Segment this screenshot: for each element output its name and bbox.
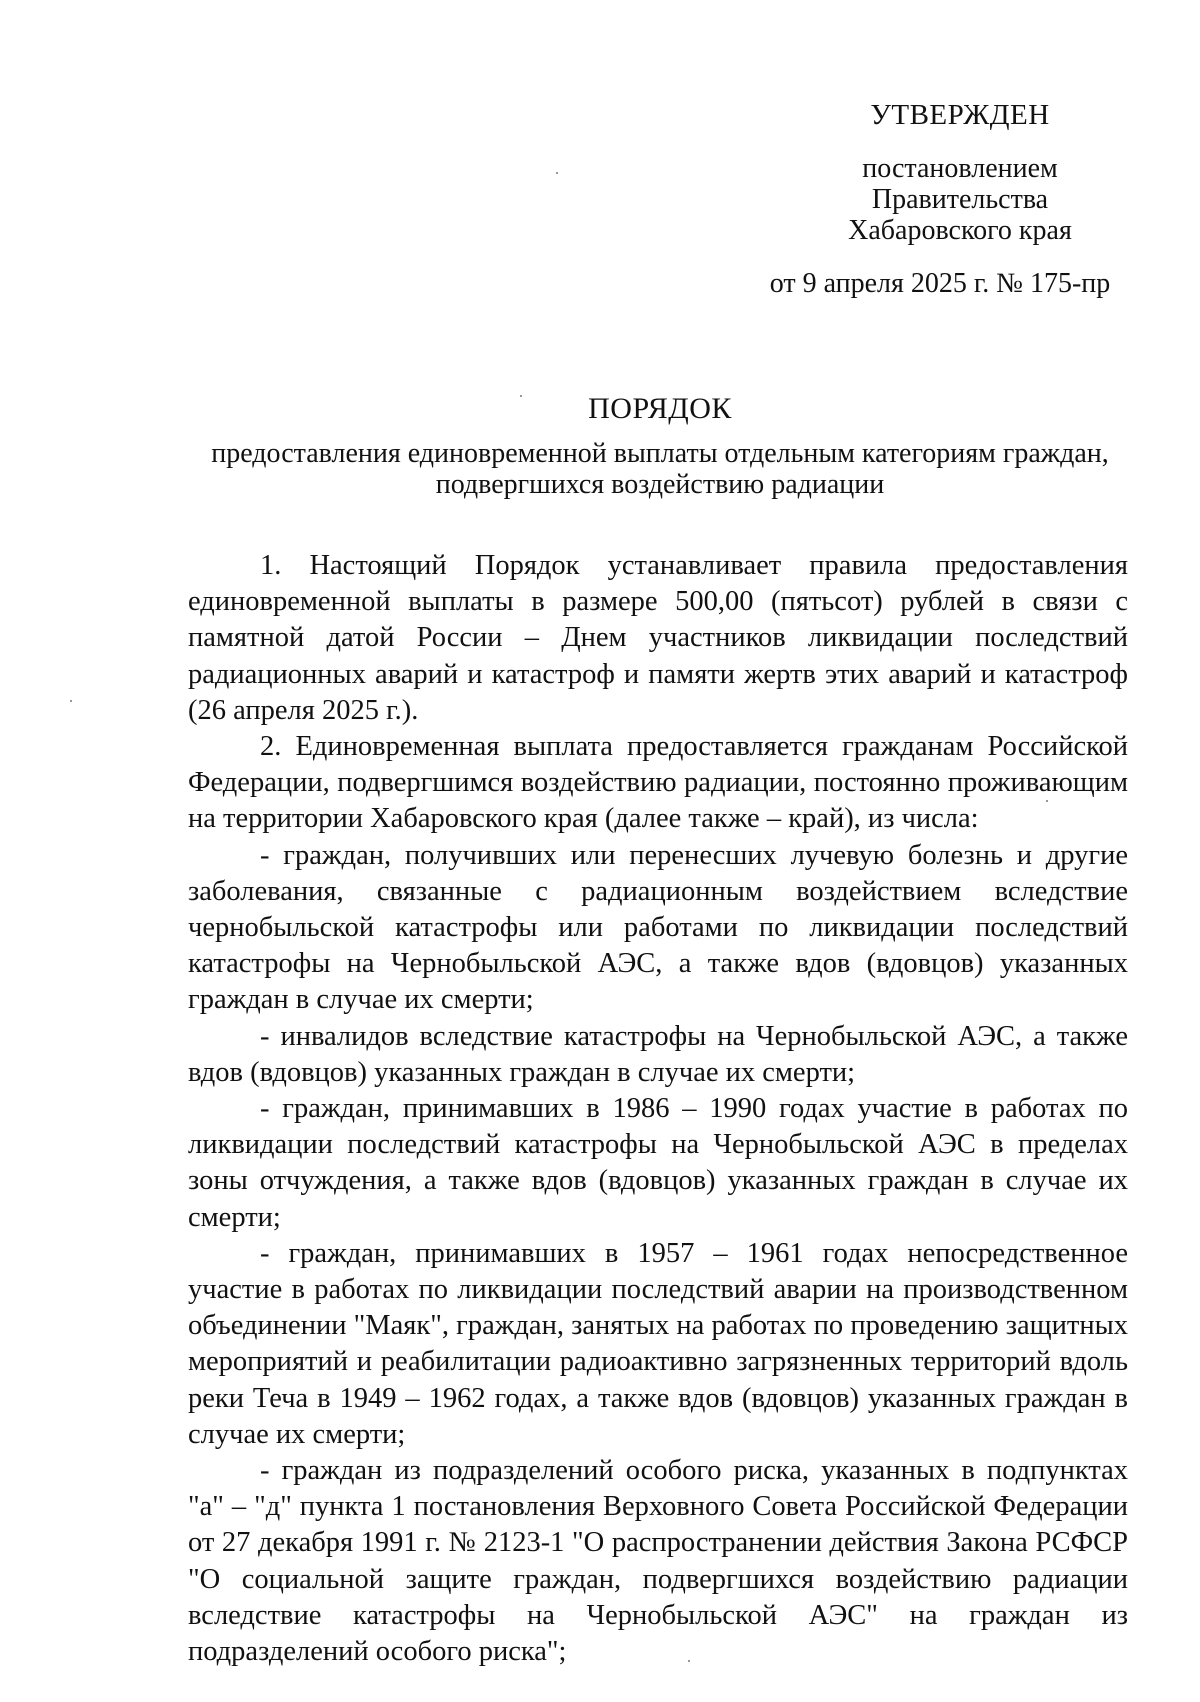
list-item: - инвалидов вследствие катастрофы на Чернобыльской АЭС, а также вдов (вдовцов) указанных граждан в случае их смерти; — [188, 1020, 1128, 1088]
list-item: - граждан, принимавших в 1986 – 1990 годах участие в работах по ликвидации последствий катастрофы на Чернобыльской АЭС в пределах зоны отчуждения, а также вдов (вдовцов) указанных граждан в случае их смерти; — [188, 1093, 1128, 1233]
list-item: - граждан, принимавших в 1957 – 1961 годах непосредственное участие в работах по ликвидации последствий аварии на производственном объединении "Маяк", граждан, занятых на работах по проведению защитных мероприятий и реабилитации радиоактивно загрязненных территорий вдоль реки Теча в 1949 – 1962 годах, а также вдов (вдовцов) указанных граждан в случае их смерти; — [188, 1237, 1128, 1450]
approval-line: постановлением — [862, 153, 1058, 184]
approval-heading: УТВЕРЖДЕН — [870, 99, 1050, 131]
document-subtitle-line: подвергшихся воздействию радиации — [435, 469, 885, 500]
document-title: ПОРЯДОК — [588, 392, 732, 425]
approval-line: Хабаровского края — [848, 215, 1072, 246]
paragraph-1: 1. Настоящий Порядок устанавливает правила предоставления единовременной выплаты в размере 500,00 (пятьсот) рублей в связи с памятной датой России – Днем участников ликвидации последствий радиационных аварий и катастроф и памяти жертв этих аварий и катастроф (26 апреля 2025 г.). — [188, 550, 1128, 726]
approval-line: Правительства — [871, 184, 1049, 215]
scan-speck — [520, 395, 522, 397]
scan-speck — [688, 1660, 690, 1662]
document-subtitle-line: предоставления единовременной выплаты отдельным категориям граждан, — [211, 438, 1109, 469]
list-item: - граждан, получивших или перенесших лучевую болезнь и другие заболевания, связанные с радиационным воздействием вследствие чернобыльской катастрофы или работами по ликвидации последствий катастрофы на Чернобыльской АЭС, а также вдов (вдовцов) указанных граждан в случае их смерти; — [188, 839, 1128, 1016]
approval-date-line: от 9 апреля 2025 г. № 175-пр — [769, 268, 1111, 299]
list-item: - граждан из подразделений особого риска, указанных в подпунктах "а" – "д" пункта 1 постановления Верховного Совета Российской Федерации от 27 декабря 1991 г. № 2123-1 "О распространении действия Закона РСФСР "О социальной защите граждан, подвергшихся воздействию радиации вследствие катастрофы на Чернобыльской АЭС" на граждан из подразделений особого риска"; — [188, 1455, 1128, 1668]
scan-speck — [556, 172, 558, 174]
document-body — [188, 548, 1128, 1670]
scan-speck — [70, 700, 72, 702]
scan-speck — [1046, 800, 1048, 802]
approval-block — [740, 100, 1180, 299]
paragraph-2: 2. Единовременная выплата предоставляется гражданам Российской Федерации, подвергшимся воздействию радиации, постоянно проживающим на территории Хабаровского края (далее также – край), из числа: — [188, 731, 1128, 835]
title-block — [180, 392, 1140, 500]
